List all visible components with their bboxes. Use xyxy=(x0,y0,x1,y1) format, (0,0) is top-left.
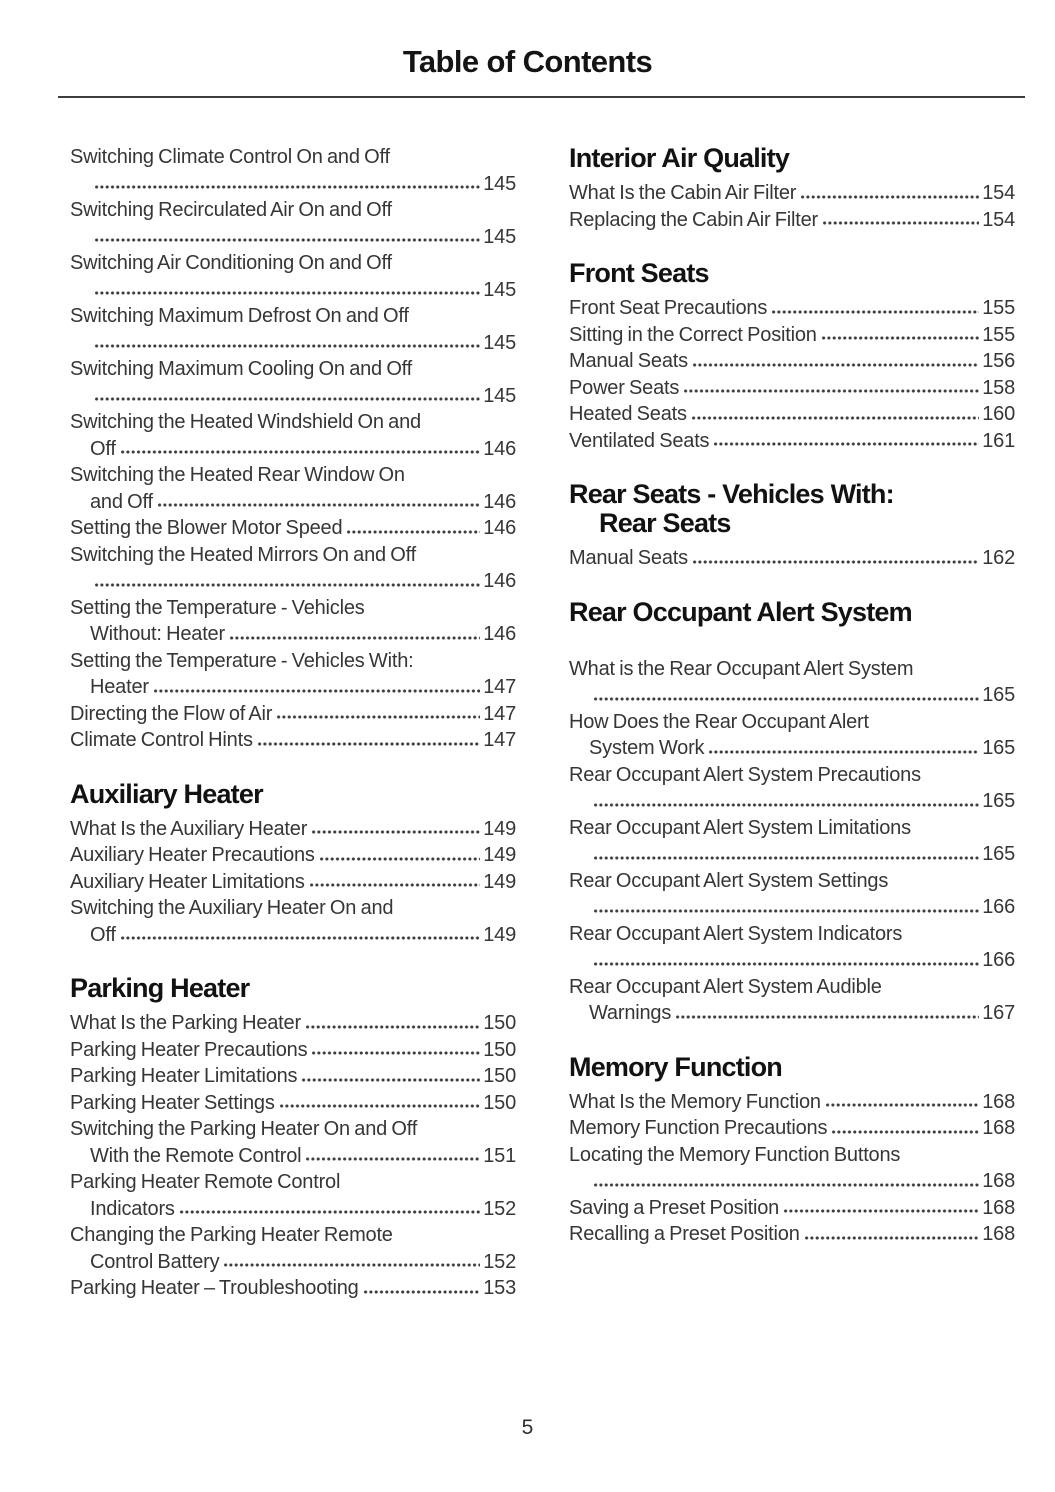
section-heading xyxy=(569,1053,1015,1082)
toc-entry-leader-line xyxy=(569,545,1015,572)
toc-entry-page-number: 150 xyxy=(483,1065,516,1087)
toc-column-right xyxy=(569,144,1015,1302)
toc-entry-text: Memory Function Precautions xyxy=(569,1117,828,1139)
toc-entry xyxy=(569,868,1015,921)
toc-entry-page-number: 146 xyxy=(483,437,516,460)
toc-entry-page-number: 168 xyxy=(982,1223,1015,1245)
toc-entry-text: What Is the Parking Heater xyxy=(70,1012,301,1034)
toc-entry-text: and Off xyxy=(90,490,153,513)
section-heading-line: Rear Seats - Vehicles With: xyxy=(569,479,894,509)
toc-entry-page-number: 150 xyxy=(483,1091,516,1114)
toc-entry-page-number: 146 xyxy=(483,517,516,539)
toc-entry-text: Indicators xyxy=(90,1197,175,1220)
toc-entry-text: Parking Heater Limitations xyxy=(70,1065,298,1087)
toc-entry-leader-line xyxy=(569,682,1015,709)
section-heading-line: Rear Seats xyxy=(599,508,731,538)
toc-entry-leader-line xyxy=(70,1143,516,1170)
toc-entry-page-number: 149 xyxy=(483,844,516,866)
toc-entry-page-number: 161 xyxy=(982,429,1015,452)
toc-entry xyxy=(569,1115,1015,1142)
toc-entry-text: Rear Occupant Alert System Settings xyxy=(569,869,889,892)
toc-entry xyxy=(70,409,516,462)
toc-entry-leader-line xyxy=(70,515,516,542)
toc-entry-page-number: 165 xyxy=(982,737,1015,759)
toc-entry-text: Sitting in the Correct Position xyxy=(569,323,817,346)
page-number: 5 xyxy=(521,1416,534,1439)
toc-entry xyxy=(70,727,516,754)
toc-entry-leader-line xyxy=(569,1221,1015,1248)
toc-entry-leader-line xyxy=(70,277,516,304)
toc-entry-text: Off xyxy=(90,437,116,460)
toc-entry-text: Rear Occupant Alert System Precautions xyxy=(569,763,921,786)
toc-entry-text: Parking Heater Remote Control xyxy=(70,1171,341,1193)
toc-entry-leader-line xyxy=(569,1000,1015,1027)
toc-entry-page-number: 168 xyxy=(982,1196,1015,1219)
toc-entry xyxy=(70,144,516,197)
toc-entry-page-number: 146 xyxy=(483,490,516,513)
toc-entry-text: Changing the Parking Heater Remote xyxy=(70,1224,393,1246)
toc-entry xyxy=(569,709,1015,762)
toc-entry-page-number: 165 xyxy=(982,843,1015,865)
toc-entry-leader-line xyxy=(70,568,516,595)
toc-entry-text: Directing the Flow of Air xyxy=(70,702,273,725)
toc-entry xyxy=(569,1142,1015,1195)
toc-entry-text: Setting the Blower Motor Speed xyxy=(70,517,343,539)
toc-entry-page-number: 152 xyxy=(483,1197,516,1220)
toc-entry-text: Auxiliary Heater Limitations xyxy=(70,870,305,893)
toc-entry-text: Parking Heater Settings xyxy=(70,1091,275,1114)
toc-entry xyxy=(70,1063,516,1090)
section-heading-line: Interior Air Quality xyxy=(569,143,790,173)
toc-entry-text: Warnings xyxy=(589,1002,672,1024)
section-heading-line: Auxiliary Heater xyxy=(70,778,263,809)
toc-entry-page-number: 145 xyxy=(483,331,516,354)
toc-entry-text: Switching the Heated Mirrors On and Off xyxy=(70,543,416,566)
toc-entry-page-number: 149 xyxy=(483,870,516,893)
toc-entry-page-number: 152 xyxy=(483,1250,516,1273)
toc-entry-text: Rear Occupant Alert System Limitations xyxy=(569,816,911,839)
toc-entry-leader-line xyxy=(70,489,516,516)
toc-entry xyxy=(569,656,1015,709)
toc-entry-leader-line xyxy=(70,816,516,843)
section-heading-line: Front Seats xyxy=(569,258,709,288)
toc-entry xyxy=(569,180,1015,207)
toc-entry-page-number: 149 xyxy=(483,817,516,840)
toc-entry-leader-line xyxy=(569,1115,1015,1142)
toc-page xyxy=(0,44,1055,1492)
toc-columns xyxy=(70,144,1013,1302)
toc-entry-page-number: 150 xyxy=(483,1012,516,1034)
toc-entry-page-number: 165 xyxy=(982,684,1015,706)
toc-entry-leader-line xyxy=(569,322,1015,349)
toc-column-left xyxy=(70,144,516,1302)
toc-entry-text: Saving a Preset Position xyxy=(569,1196,780,1219)
section-heading xyxy=(569,144,1015,173)
toc-entry-page-number: 155 xyxy=(982,297,1015,319)
toc-entry-leader-line xyxy=(70,842,516,869)
toc-entry-page-number: 145 xyxy=(483,172,516,195)
toc-entry-text: Switching Climate Control On and Off xyxy=(70,146,390,168)
toc-entry-text: Manual Seats xyxy=(569,547,688,569)
toc-entry-page-number: 160 xyxy=(982,403,1015,425)
toc-entry-leader-line xyxy=(70,674,516,701)
toc-entry-leader-line xyxy=(569,735,1015,762)
toc-entry-text: Switching the Parking Heater On and Off xyxy=(70,1118,418,1140)
section-heading-line: Rear Occupant Alert System xyxy=(569,596,912,627)
toc-entry-text: Replacing the Cabin Air Filter xyxy=(569,208,819,231)
toc-entry xyxy=(70,303,516,356)
toc-entry-page-number: 166 xyxy=(982,949,1015,971)
toc-entry xyxy=(569,545,1015,572)
toc-entry xyxy=(70,1090,516,1117)
toc-entry-leader-line xyxy=(569,428,1015,455)
toc-entry-text: Switching the Heated Rear Window On xyxy=(70,464,405,486)
page-title: Table of Contents xyxy=(402,44,653,79)
section-heading xyxy=(569,480,1015,538)
toc-entry-leader-line xyxy=(569,947,1015,974)
toc-entry xyxy=(70,1222,516,1275)
toc-entry-text: Switching Recirculated Air On and Off xyxy=(70,199,392,221)
toc-entry-leader-line xyxy=(569,375,1015,402)
toc-entry-text: What Is the Memory Function xyxy=(569,1090,821,1113)
toc-entry-leader-line xyxy=(70,1196,516,1223)
toc-entry-text: Switching Maximum Defrost On and Off xyxy=(70,305,409,327)
toc-entry-leader-line xyxy=(70,1090,516,1117)
toc-entry xyxy=(70,595,516,648)
toc-entry xyxy=(569,1195,1015,1222)
toc-entry-text: Rear Occupant Alert System Audible xyxy=(569,975,882,998)
toc-entry xyxy=(70,1116,516,1169)
toc-entry-page-number: 145 xyxy=(483,384,516,407)
toc-entry-leader-line xyxy=(569,1195,1015,1222)
toc-entry-text: Power Seats xyxy=(569,376,680,399)
toc-entry-text: How Does the Rear Occupant Alert xyxy=(569,710,869,733)
toc-entry xyxy=(70,542,516,595)
toc-entry-text: Heater xyxy=(90,676,149,698)
section-heading-line: Parking Heater xyxy=(70,973,250,1003)
toc-entry xyxy=(569,815,1015,868)
toc-entry-text: What is the Rear Occupant Alert System xyxy=(569,657,914,680)
toc-entry xyxy=(569,295,1015,322)
toc-entry xyxy=(70,356,516,409)
toc-entry-text: Parking Heater Precautions xyxy=(70,1038,308,1061)
toc-entry-text: System Work xyxy=(589,737,705,759)
toc-entry-page-number: 154 xyxy=(982,208,1015,231)
toc-entry-page-number: 146 xyxy=(483,570,516,592)
toc-entry-text: Heated Seats xyxy=(569,403,687,425)
toc-entry-page-number: 145 xyxy=(483,278,516,301)
toc-entry-leader-line xyxy=(70,1249,516,1276)
toc-entry xyxy=(569,207,1015,234)
section-heading xyxy=(569,259,1015,288)
toc-entry-leader-line xyxy=(70,224,516,251)
toc-entry-leader-line xyxy=(70,1275,516,1302)
toc-entry-page-number: 158 xyxy=(982,376,1015,399)
toc-entry xyxy=(569,1221,1015,1248)
toc-entry-page-number: 151 xyxy=(483,1144,516,1167)
toc-entry xyxy=(70,462,516,515)
toc-entry-leader-line xyxy=(569,841,1015,868)
toc-entry xyxy=(70,250,516,303)
toc-entry-text: Rear Occupant Alert System Indicators xyxy=(569,922,903,945)
toc-entry-leader-line xyxy=(70,436,516,463)
toc-entry xyxy=(569,428,1015,455)
toc-entry-text: Ventilated Seats xyxy=(569,429,710,452)
toc-entry xyxy=(569,762,1015,815)
toc-entry xyxy=(70,816,516,843)
toc-entry xyxy=(70,895,516,948)
toc-entry-text: Manual Seats xyxy=(569,350,688,372)
toc-entry xyxy=(70,197,516,250)
section-heading xyxy=(70,780,516,809)
toc-entry xyxy=(70,701,516,728)
toc-entry-leader-line xyxy=(70,330,516,357)
toc-entry-leader-line xyxy=(569,348,1015,375)
toc-entry-leader-line xyxy=(70,1063,516,1090)
section-heading xyxy=(70,974,516,1003)
toc-entry-leader-line xyxy=(70,922,516,949)
toc-entry xyxy=(569,348,1015,375)
toc-entry-text: Setting the Temperature - Vehicles xyxy=(70,596,365,619)
toc-entry-page-number: 155 xyxy=(982,323,1015,346)
toc-entry-page-number: 168 xyxy=(982,1170,1015,1192)
toc-entry xyxy=(70,1275,516,1302)
toc-entry-page-number: 147 xyxy=(483,702,516,725)
toc-entry-text: Recalling a Preset Position xyxy=(569,1223,800,1245)
toc-entry-page-number: 165 xyxy=(982,790,1015,812)
toc-entry-leader-line xyxy=(70,701,516,728)
toc-entry-page-number: 168 xyxy=(982,1090,1015,1113)
toc-entry-text: What Is the Auxiliary Heater xyxy=(70,817,308,840)
toc-entry-text: Switching the Auxiliary Heater On and xyxy=(70,897,394,919)
toc-entry-leader-line xyxy=(569,295,1015,322)
toc-entry-page-number: 154 xyxy=(982,182,1015,204)
toc-entry-text: Auxiliary Heater Precautions xyxy=(70,844,315,866)
toc-entry-page-number: 145 xyxy=(483,225,516,248)
toc-entry-text: What Is the Cabin Air Filter xyxy=(569,182,797,204)
toc-entry xyxy=(70,515,516,542)
toc-entry-text: Off xyxy=(90,923,116,946)
toc-entry-leader-line xyxy=(70,171,516,198)
toc-entry-text: Locating the Memory Function Buttons xyxy=(569,1143,901,1166)
toc-entry-page-number: 167 xyxy=(982,1002,1015,1024)
toc-entry-leader-line xyxy=(70,1010,516,1037)
toc-entry xyxy=(569,1089,1015,1116)
toc-entry-text: Switching Air Conditioning On and Off xyxy=(70,252,392,274)
toc-entry xyxy=(70,648,516,701)
toc-entry-text: Switching Maximum Cooling On and Off xyxy=(70,358,413,380)
toc-entry-leader-line xyxy=(70,621,516,648)
toc-entry xyxy=(569,401,1015,428)
toc-entry xyxy=(70,1037,516,1064)
toc-entry xyxy=(569,921,1015,974)
toc-entry-page-number: 147 xyxy=(483,729,516,751)
toc-entry xyxy=(569,322,1015,349)
title-divider xyxy=(58,96,1025,98)
toc-entry-text: Control Battery xyxy=(90,1250,220,1273)
toc-entry-page-number: 149 xyxy=(483,923,516,946)
toc-entry-leader-line xyxy=(70,383,516,410)
toc-entry-page-number: 150 xyxy=(483,1038,516,1061)
toc-entry-page-number: 156 xyxy=(982,350,1015,372)
toc-entry-page-number: 147 xyxy=(483,676,516,698)
toc-entry-page-number: 166 xyxy=(982,896,1015,918)
toc-entry-text: Front Seat Precautions xyxy=(569,297,768,319)
toc-entry-leader-line xyxy=(569,180,1015,207)
toc-entry xyxy=(70,1010,516,1037)
toc-entry-page-number: 146 xyxy=(483,623,516,645)
toc-entry-leader-line xyxy=(569,1168,1015,1195)
toc-entry-leader-line xyxy=(569,788,1015,815)
toc-entry-leader-line xyxy=(569,207,1015,234)
toc-entry xyxy=(569,974,1015,1027)
toc-entry-leader-line xyxy=(569,401,1015,428)
toc-entry-text: With the Remote Control xyxy=(90,1144,302,1167)
toc-entry-leader-line xyxy=(70,1037,516,1064)
toc-entry xyxy=(70,1169,516,1222)
toc-entry-text: Climate Control Hints xyxy=(70,729,253,751)
toc-entry xyxy=(70,842,516,869)
section-heading xyxy=(569,598,1015,627)
toc-entry-text: Switching the Heated Windshield On and xyxy=(70,411,421,433)
toc-entry xyxy=(569,375,1015,402)
toc-entry-leader-line xyxy=(569,894,1015,921)
toc-entry-text: Setting the Temperature - Vehicles With: xyxy=(70,649,414,672)
toc-entry-page-number: 162 xyxy=(982,547,1015,569)
toc-entry-leader-line xyxy=(569,1089,1015,1116)
toc-entry-leader-line xyxy=(70,869,516,896)
toc-entry-leader-line xyxy=(70,727,516,754)
toc-entry-page-number: 153 xyxy=(483,1277,516,1299)
toc-entry xyxy=(70,869,516,896)
toc-entry-page-number: 168 xyxy=(982,1117,1015,1139)
toc-entry-text: Without: Heater xyxy=(90,623,225,645)
section-heading-line: Memory Function xyxy=(569,1051,783,1082)
toc-entry-text: Parking Heater – Troubleshooting xyxy=(70,1277,359,1299)
